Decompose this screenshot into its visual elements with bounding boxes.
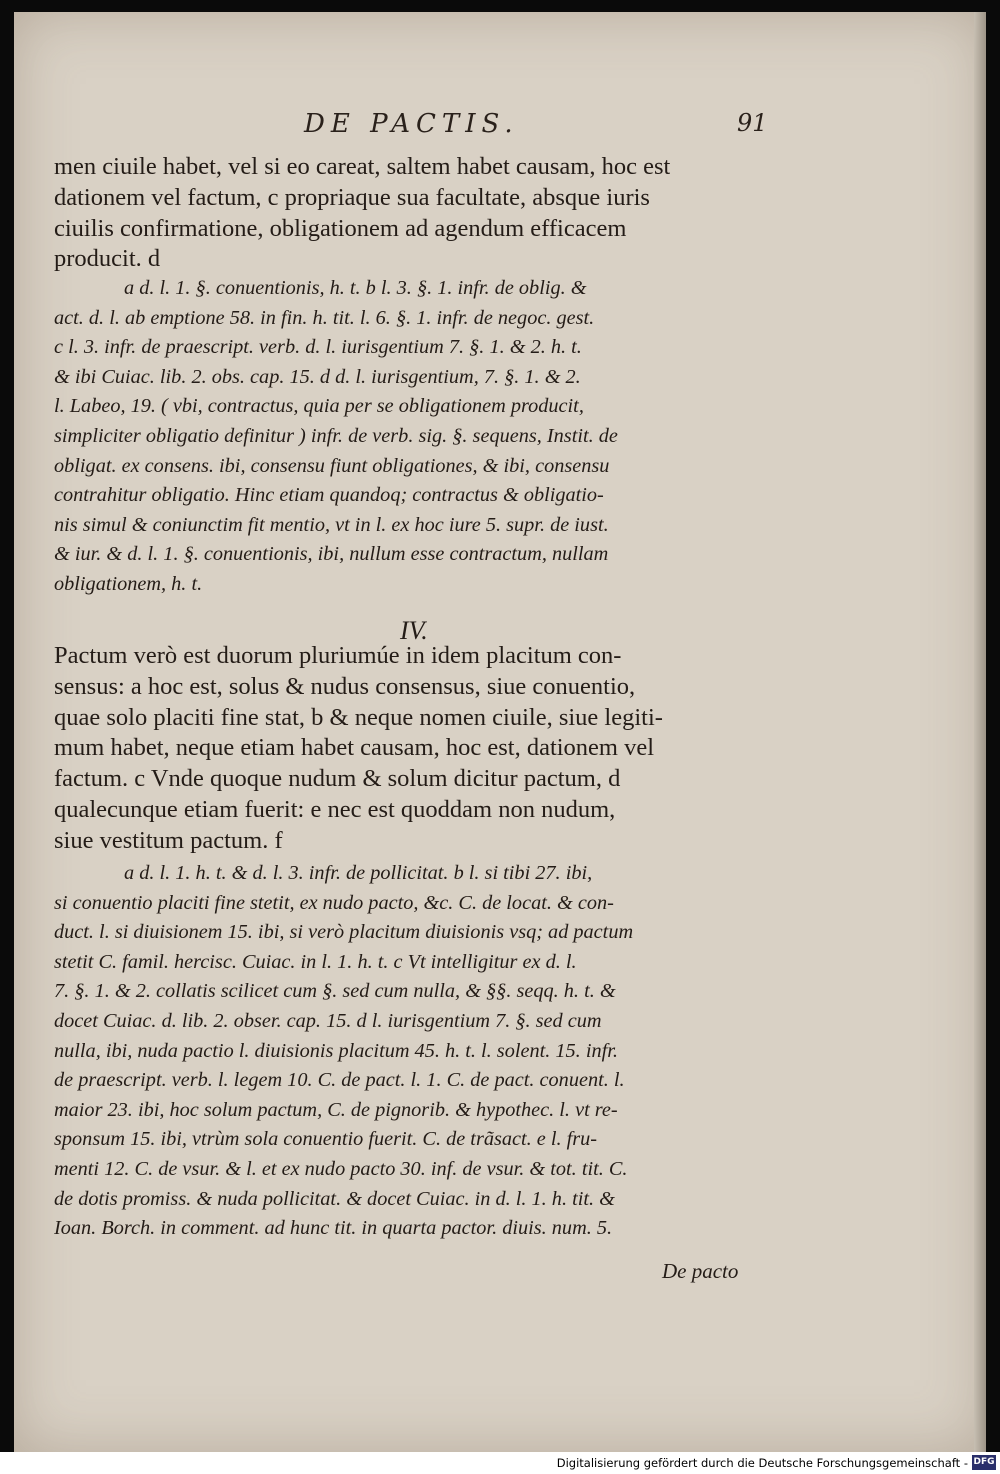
- note-line: docet Cuiac. d. lib. 2. obser. cap. 15. d l. iurisgentium 7. §. sed cum: [54, 1009, 602, 1032]
- dfg-logo: DFG: [972, 1455, 996, 1470]
- note-line: a d. l. 1. h. t. & d. l. 3. infr. de pollicitat. b l. si tibi 27. ibi,: [124, 862, 593, 884]
- note-line: de praescript. verb. l. legem 10. C. de pact. l. 1. C. de pact. conuent. l.: [54, 1069, 625, 1092]
- text-line: producit. d: [54, 245, 161, 273]
- section-number: IV.: [400, 616, 428, 645]
- note-line: a d. l. 1. §. conuentionis, h. t. b l. 3. §. 1. infr. de oblig. &: [124, 277, 587, 299]
- funding-credit: Digitalisierung gefördert durch die Deutsche Forschungsgemeinschaft -: [556, 1456, 968, 1470]
- note-line: duct. l. si diuisionem 15. ibi, si verò placitum diuisionis vsq; ad pactum: [54, 921, 634, 944]
- paragraph-1: [54, 152, 670, 275]
- note-line: obligationem, h. t.: [54, 572, 203, 595]
- text-line: factum. c Vnde quoque nudum & solum dicitur pactum, d: [54, 765, 621, 793]
- note-line: & iur. & d. l. 1. §. conuentionis, ibi, nullum esse contractum, nullam: [54, 543, 609, 566]
- note-line: stetit C. famil. hercisc. Cuiac. in l. 1. h. t. c Vt intelligitur ex d. l.: [54, 950, 577, 973]
- note-line: simpliciter obligatio definitur ) infr. de verb. sig. §. sequens, Instit. de: [54, 424, 618, 447]
- text-line: dationem vel factum, c propriaque sua facultate, absque iuris: [54, 183, 650, 211]
- note-line: l. Labeo, 19. ( vbi, contractus, quia per se obligationem producit,: [54, 395, 584, 418]
- book-page: [14, 12, 986, 1452]
- note-line: de dotis promiss. & nuda pollicitat. & docet Cuiac. in d. l. 1. h. tit. &: [54, 1187, 615, 1210]
- page-edge: [974, 12, 986, 1452]
- text-line: Pactum verò est duorum pluriumúe in idem placitum con-: [54, 642, 622, 669]
- text-line: qualecunque etiam fuerit: e nec est quoddam non nudum,: [54, 795, 616, 823]
- text-line: quae solo placiti fine stat, b & neque nomen ciuile, siue legiti-: [54, 703, 663, 731]
- footnotes-2: [54, 859, 633, 1244]
- text-line: siue vestitum pactum. f: [54, 826, 283, 854]
- note-line: menti 12. C. de vsur. & l. et ex nudo pacto 30. inf. de vsur. & tot. tit. C.: [54, 1157, 628, 1180]
- text-line: men ciuile habet, vel si eo careat, saltem habet causam, hoc est: [54, 153, 671, 180]
- text-line: mum habet, neque etiam habet causam, hoc est, dationem vel: [54, 734, 655, 762]
- note-line: si conuentio placiti fine stetit, ex nudo pacto, &c. C. de locat. & con-: [54, 891, 614, 914]
- note-line: & ibi Cuiac. lib. 2. obs. cap. 15. d d. l. iurisgentium, 7. §. 1. & 2.: [54, 365, 581, 388]
- paragraph-2: [54, 641, 663, 857]
- note-line: obligat. ex consens. ibi, consensu fiunt obligationes, & ibi, consensu: [54, 454, 610, 477]
- text-line: sensus: a hoc est, solus & nudus consensus, siue conuentio,: [54, 672, 636, 700]
- footer-bar: [0, 1452, 1000, 1474]
- note-line: act. d. l. ab emptione 58. in fin. h. tit. l. 6. §. 1. infr. de negoc. gest.: [54, 306, 595, 329]
- catchword: De pacto: [662, 1259, 739, 1283]
- footnotes-1: [54, 274, 618, 600]
- text-line: ciuilis confirmatione, obligationem ad agendum efficacem: [54, 214, 627, 242]
- note-line: c l. 3. infr. de praescript. verb. d. l. iurisgentium 7. §. 1. & 2. h. t.: [54, 336, 582, 359]
- running-head: DE PACTIS.: [304, 109, 519, 139]
- note-line: maior 23. ibi, hoc solum pactum, C. de pignorib. & hypothec. l. vt re-: [54, 1098, 618, 1121]
- note-line: contrahitur obligatio. Hinc etiam quandoq; contractus & obligatio-: [54, 484, 604, 507]
- note-line: sponsum 15. ibi, vtrùm sola conuentio fuerit. C. de trãsact. e l. fru-: [54, 1128, 598, 1151]
- note-line: nulla, ibi, nuda pactio l. diuisionis placitum 45. h. t. l. solent. 15. infr.: [54, 1039, 618, 1062]
- note-line: nis simul & coniunctim fit mentio, vt in l. ex hoc iure 5. supr. de iust.: [54, 513, 609, 536]
- note-line: 7. §. 1. & 2. collatis scilicet cum §. sed cum nulla, & §§. seqq. h. t. &: [54, 980, 616, 1003]
- note-line: Ioan. Borch. in comment. ad hunc tit. in quarta pactor. diuis. num. 5.: [54, 1217, 613, 1240]
- page-number: 91: [737, 109, 768, 137]
- page-header: [14, 109, 986, 149]
